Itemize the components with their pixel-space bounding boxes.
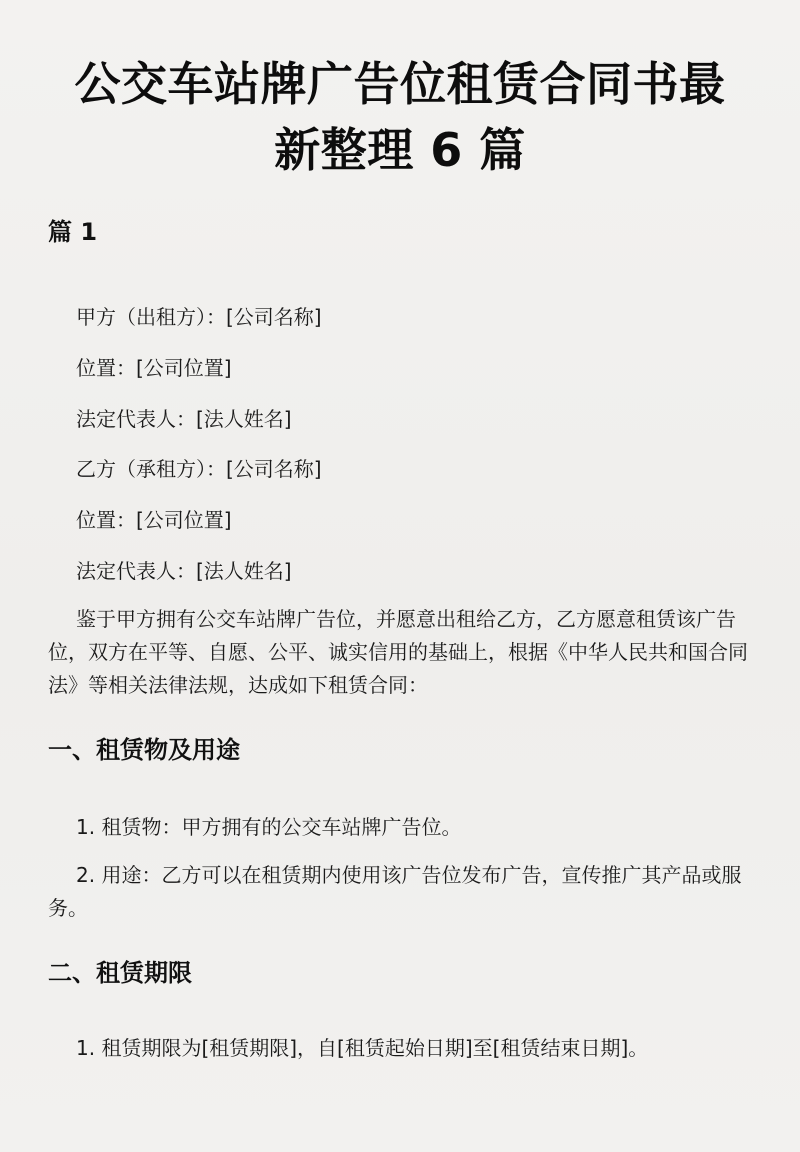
section-heading: 篇 1 [48,218,98,246]
document-title-line-1: 公交车站牌广告位租赁合同书最 [74,57,726,111]
party-a-line: 甲方（出租方）：[公司名称] [76,305,322,329]
document-title-line-2: 新整理 6 篇 [274,123,526,177]
party-b-representative: 法定代表人：[法人姓名] [76,559,292,583]
party-b-line: 乙方（承租方）：[公司名称] [76,457,322,481]
item-usage: 2. 用途：乙方可以在租赁期内使用该广告位发布广告，宣传推广其产品或服务。 [48,863,742,920]
item-lease-object: 1. 租赁物：甲方拥有的公交车站牌广告位。 [76,815,462,839]
intro-paragraph: 鉴于甲方拥有公交车站牌广告位，并愿意出租给乙方，乙方愿意租赁该广告位，双方在平等、自愿、公平、诚实信用的基础上，根据《中华人民共和国合同法》等相关法律法规，达成如下租赁合同： [48,607,748,697]
heading-lease-object: 一、租赁物及用途 [48,736,240,764]
party-a-location: 位置：[公司位置] [76,356,232,380]
item-lease-term: 1. 租赁期限为[租赁期限]，自[租赁起始日期]至[租赁结束日期]。 [76,1036,649,1060]
party-b-location: 位置：[公司位置] [76,508,232,532]
party-a-representative: 法定代表人：[法人姓名] [76,407,292,431]
heading-lease-term: 二、租赁期限 [48,959,192,987]
